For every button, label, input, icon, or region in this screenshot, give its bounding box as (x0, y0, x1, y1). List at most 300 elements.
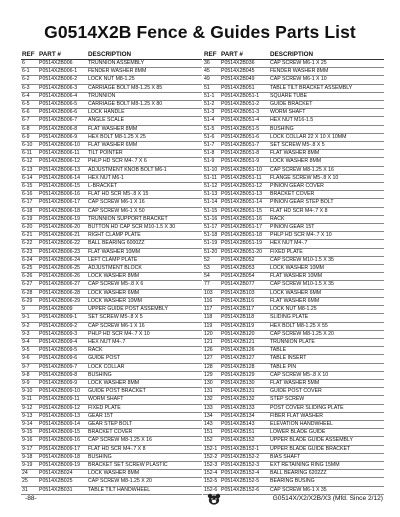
table-row (21, 133, 202, 141)
table-row (203, 142, 384, 150)
description-cell: FIXED PLATE (87, 404, 202, 412)
part-number-cell: P0514X2B006-20 (38, 224, 87, 232)
ref-cell: 9-13 (21, 412, 38, 420)
table-row (203, 338, 384, 346)
part-header: PART # (38, 50, 87, 60)
description-cell: LOCK WASHER 8MM (87, 470, 202, 478)
description-cell: ADJUSTMENT KNOB BOLT M6-1 (87, 166, 202, 174)
ref-cell: 119 (203, 322, 220, 330)
part-number-cell: P0514X2B006-1 (38, 68, 87, 76)
part-number-cell: P0514X2B120 (220, 330, 269, 338)
description-cell: LOWER BLADE GUIDE (269, 429, 384, 437)
description-cell: FIBER FLAT WASHER (269, 412, 384, 420)
description-cell: FLAT WASHER 10MM (87, 248, 202, 256)
table-row (203, 347, 384, 355)
table-row (21, 240, 202, 248)
table-row (21, 355, 202, 363)
table-header-row (21, 50, 202, 60)
table-row (203, 158, 384, 166)
ref-cell: 6-29 (21, 297, 38, 305)
description-cell: LEFT CLAMP PLATE (87, 256, 202, 264)
table-row (203, 174, 384, 182)
ref-cell: 51-1 (203, 92, 220, 100)
ref-cell: 152-6 (203, 486, 220, 494)
description-cell: CAP SCREW M8-1.25 X 20 (269, 330, 384, 338)
table-row (203, 445, 384, 453)
description-cell: TRUNNION SUPPORT BRACKET (87, 215, 202, 223)
table-row (21, 191, 202, 199)
ref-cell: 51-2 (203, 101, 220, 109)
description-cell: LOCK COLLAR (87, 363, 202, 371)
table-row (21, 306, 202, 314)
table-row (21, 166, 202, 174)
part-number-cell: P0514X2B051-1 (220, 92, 269, 100)
table-row (21, 117, 202, 125)
description-cell: BUTTON HD CAP SCR M10-1.5 X 30 (87, 224, 202, 232)
description-cell: GUIDE POST BRACKET (87, 388, 202, 396)
part-number-cell: P0514X2B009-10 (38, 388, 87, 396)
table-row (21, 461, 202, 469)
part-number-cell: P0514X2B051-20 (220, 248, 269, 256)
description-cell: EXT RETAINING RING 15MM (269, 461, 384, 469)
description-cell: BALL BEARING 6202ZZ (269, 470, 384, 478)
description-cell: L-BRACKET (87, 183, 202, 191)
table-row (203, 76, 384, 84)
ref-cell: 77 (203, 281, 220, 289)
ref-cell: 9-11 (21, 396, 38, 404)
description-cell: PINION GEAR STEP BOLT (269, 199, 384, 207)
table-row (203, 207, 384, 215)
part-number-cell: P0514X2B152-1 (220, 445, 269, 453)
description-cell: FLAT WASHER 8MM (269, 150, 384, 158)
part-number-cell: P0514X2B152-6 (220, 486, 269, 494)
ref-cell: 9-12 (21, 404, 38, 412)
table-row (21, 150, 202, 158)
description-cell: CAP SCREW M8-1.25 X 16 (87, 437, 202, 445)
description-cell: BIAS SHAFT (269, 453, 384, 461)
table-row (21, 445, 202, 453)
ref-cell: 6-16 (21, 191, 38, 199)
description-cell: LOCK WASHER 10MM (269, 265, 384, 273)
part-number-cell: P0514X2B045 (220, 68, 269, 76)
table-row (203, 215, 384, 223)
table-row (21, 199, 202, 207)
table-row (203, 256, 384, 264)
ref-cell: 9-8 (21, 371, 38, 379)
table-row (21, 379, 202, 387)
table-row (21, 347, 202, 355)
part-number-cell: P0514X2B006-2 (38, 76, 87, 84)
description-cell: TABLE INSERT (269, 355, 384, 363)
ref-cell: 45 (203, 68, 220, 76)
description-cell: PHLP HD SCR M4-.7 X 10 (269, 232, 384, 240)
table-row (21, 404, 202, 412)
ref-cell: 9 (21, 306, 38, 314)
part-number-cell: P0514X2B121 (220, 338, 269, 346)
table-row (203, 412, 384, 420)
table-row (21, 60, 202, 68)
part-number-cell: P0514X2B051-7 (220, 142, 269, 150)
part-number-cell: P0514X2B051-5 (220, 125, 269, 133)
table-row (21, 224, 202, 232)
description-cell: LOCK HANDLE (87, 109, 202, 117)
part-number-cell: P0514X2B006-13 (38, 166, 87, 174)
description-cell: FENDER WASHER 8MM (269, 68, 384, 76)
ref-cell: 9-1 (21, 314, 38, 322)
table-row (21, 412, 202, 420)
ref-cell: 6-19 (21, 215, 38, 223)
description-cell: ANGLE SCALE (87, 117, 202, 125)
page-footer (21, 492, 383, 506)
ref-cell: 6-28 (21, 289, 38, 297)
ref-cell: 6-25 (21, 265, 38, 273)
table-row (203, 68, 384, 76)
table-row (203, 60, 384, 68)
ref-cell: 51-9 (203, 158, 220, 166)
description-cell: GEAR 15T (87, 412, 202, 420)
ref-cell: 132 (203, 396, 220, 404)
ref-cell: 6-14 (21, 174, 38, 182)
part-number-cell: P0514X2B006-10 (38, 142, 87, 150)
description-cell: UPPER GUIDE POST ASSEMBLY (87, 306, 202, 314)
table-row (21, 388, 202, 396)
part-number-cell: P0514X2B151 (220, 429, 269, 437)
part-number-cell: P0514X2B006-3 (38, 84, 87, 92)
ref-cell: 152-4 (203, 470, 220, 478)
part-number-cell: P0514X2B009 (38, 306, 87, 314)
part-number-cell: P0514X2B053 (220, 265, 269, 273)
description-cell: CAP SCREW M6-1 X 16 (87, 322, 202, 330)
model-text: G0514X/X2/X2B/X3 (Mfd. Since 2/12) (272, 495, 383, 502)
description-cell: LOCK WASHER 6MM (87, 289, 202, 297)
part-number-cell: P0514X2B049 (220, 76, 269, 84)
description-cell: CARRIAGE BOLT M8-1.25 X 80 (87, 101, 202, 109)
description-cell: BRACKET COVER (269, 191, 384, 199)
part-number-cell: P0514X2B118 (220, 314, 269, 322)
ref-cell: 6-26 (21, 273, 38, 281)
table-row (21, 158, 202, 166)
ref-cell: 117 (203, 306, 220, 314)
part-number-cell: P0514X2B009-11 (38, 396, 87, 404)
ref-cell: 53 (203, 265, 220, 273)
description-cell: GUIDE POST (87, 355, 202, 363)
part-number-cell: P0514X2B051-2 (220, 101, 269, 109)
ref-cell: 6-23 (21, 248, 38, 256)
ref-cell: 9-3 (21, 330, 38, 338)
ref-cell: 6-24 (21, 256, 38, 264)
table-row (203, 420, 384, 428)
page-title: G0514X2B Fence & Guides Parts List (44, 22, 356, 42)
description-cell: ADJUSTMENT BLOCK (87, 265, 202, 273)
description-cell: SET SCREW M5-.8 X 5 (269, 142, 384, 150)
table-row (21, 273, 202, 281)
part-number-cell: P0514X2B006-23 (38, 248, 87, 256)
ref-cell: 6-13 (21, 166, 38, 174)
ref-cell: 126 (203, 347, 220, 355)
ref-cell: 9-7 (21, 363, 38, 371)
ref-cell: 51-15 (203, 207, 220, 215)
ref-cell: 51-13 (203, 191, 220, 199)
description-cell: LOCK WASHER 10MM (87, 297, 202, 305)
part-number-cell: P0514X2B006-8 (38, 125, 87, 133)
ref-cell: 52 (203, 256, 220, 264)
description-cell: FLAT WASHER 10MM (269, 273, 384, 281)
ref-cell: 6-7 (21, 117, 38, 125)
description-cell: RACK (269, 215, 384, 223)
ref-cell: 6-4 (21, 92, 38, 100)
table-row (203, 371, 384, 379)
table-row (203, 453, 384, 461)
part-number-cell: P0514X2B051-16 (220, 215, 269, 223)
table-row (21, 453, 202, 461)
description-cell: BEARING BUSING (269, 478, 384, 486)
description-cell: HEX NUT M6-1 (87, 174, 202, 182)
table-row (21, 420, 202, 428)
table-row (21, 396, 202, 404)
ref-cell: 118 (203, 314, 220, 322)
part-number-cell: P0514X2B009-1 (38, 314, 87, 322)
table-row (203, 388, 384, 396)
description-cell: HEX BOLT M8-1.25 X 25 (87, 133, 202, 141)
part-number-cell: P0514X2B009-17 (38, 445, 87, 453)
description-cell: LOCK WASHER 6MM (269, 289, 384, 297)
description-cell: CAP SCREW M5-.8 X 10 (269, 371, 384, 379)
table-row (21, 330, 202, 338)
description-cell: POST COVER SLIDING PLATE (269, 404, 384, 412)
ref-cell: 51-11 (203, 174, 220, 182)
part-number-cell: P0514X2B006-7 (38, 117, 87, 125)
part-number-cell: P0514X2B006-15 (38, 183, 87, 191)
description-cell: LOCK COLLAR 22 X 10 X 10MM (269, 133, 384, 141)
ref-cell: 51-8 (203, 150, 220, 158)
table-row (203, 166, 384, 174)
table-row (203, 240, 384, 248)
description-cell: CAP SCREW M6-1 X 50 (87, 207, 202, 215)
ref-cell: 51-20 (203, 248, 220, 256)
description-cell: FIXED PLATE (269, 248, 384, 256)
ref-cell: 121 (203, 338, 220, 346)
table-row (203, 117, 384, 125)
description-cell: HEX BOLT M8-1.25 X 55 (269, 322, 384, 330)
description-cell: TABLE TILT HANDWHEEL (87, 486, 202, 494)
description-cell: FLAT HD SCR M4-.7 X 8 (87, 445, 202, 453)
ref-cell: 6-15 (21, 183, 38, 191)
description-cell: GEAR STEP BOLT (87, 420, 202, 428)
description-cell: SET SCREW M5-.8 X 5 (87, 314, 202, 322)
part-number-cell: P0514X2B152-5 (220, 478, 269, 486)
ref-cell: 152-3 (203, 461, 220, 469)
description-cell: PINION GEAR COVER (269, 183, 384, 191)
part-number-cell: P0514X2B051-8 (220, 150, 269, 158)
part-number-cell: P0514X2B009-14 (38, 420, 87, 428)
part-number-cell: P0514X2B006-22 (38, 240, 87, 248)
description-cell: FLAT WASHER 6MM (269, 297, 384, 305)
part-number-cell: P0514X2B006-26 (38, 273, 87, 281)
description-cell: CAP SCREW M10-1.5 X 35 (269, 256, 384, 264)
part-number-cell: P0514X2B009-2 (38, 322, 87, 330)
table-row (203, 248, 384, 256)
ref-cell: 6-6 (21, 109, 38, 117)
ref-cell: 152-2 (203, 453, 220, 461)
description-cell: UPPER BLADE GUIDE ASSEMBLY (269, 437, 384, 445)
table-row (203, 322, 384, 330)
table-row (203, 191, 384, 199)
part-number-cell: P0514X2B009-16 (38, 437, 87, 445)
part-number-cell: P0514X2B006-18 (38, 207, 87, 215)
ref-cell: 6-18 (21, 207, 38, 215)
part-number-cell: P0514X2B051-3 (220, 109, 269, 117)
table-row (203, 437, 384, 445)
part-number-cell: P0514X2B051-17 (220, 224, 269, 232)
description-cell: BALL BEARING 6000ZZ (87, 240, 202, 248)
ref-cell: 116 (203, 297, 220, 305)
description-cell: TABLE TILT BRACKET ASSEMBLY (269, 84, 384, 92)
table-row (21, 248, 202, 256)
part-number-cell: P0514X2B009-13 (38, 412, 87, 420)
ref-cell: 51-14 (203, 199, 220, 207)
ref-cell: 6-27 (21, 281, 38, 289)
ref-cell: 51-12 (203, 183, 220, 191)
description-cell: FLAT HD SCR M4-.7 X 8 (269, 207, 384, 215)
part-number-cell: P0514X2B143 (220, 420, 269, 428)
description-cell: TABLE PIN (269, 363, 384, 371)
description-cell: FLAT WASHER 8MM (87, 125, 202, 133)
ref-cell: 51-18 (203, 232, 220, 240)
part-number-cell: P0514X2B006-21 (38, 232, 87, 240)
description-cell: CAP SCREW M10-1.5 X 35 (269, 281, 384, 289)
description-cell: TRUNNION ASSEMBLY (87, 60, 202, 68)
description-cell: HEX NUT M16-1.5 (269, 117, 384, 125)
table-row (21, 297, 202, 305)
part-number-cell: P0514X2B126 (220, 347, 269, 355)
ref-cell: 9-15 (21, 429, 38, 437)
description-cell: GUIDE BRACKET (269, 101, 384, 109)
table-row (21, 125, 202, 133)
part-number-cell: P0514X2B006-9 (38, 133, 87, 141)
table-row (21, 101, 202, 109)
description-cell: FLAT WASHER 6MM (87, 142, 202, 150)
description-cell: LOCK WASHER 8MM (87, 379, 202, 387)
table-row (203, 92, 384, 100)
table-row (203, 273, 384, 281)
description-cell: SQUARE TUBE (269, 92, 384, 100)
ref-cell: 6 (21, 60, 38, 68)
ref-cell: 9-18 (21, 453, 38, 461)
ref-cell: 24 (21, 470, 38, 478)
ref-cell: 51-19 (203, 240, 220, 248)
table-row (203, 306, 384, 314)
table-row (203, 429, 384, 437)
table-row (21, 256, 202, 264)
table-row (203, 355, 384, 363)
description-cell: RACK (87, 347, 202, 355)
part-number-cell: P0514X2B009-9 (38, 379, 87, 387)
part-number-cell: P0514X2B152-4 (220, 470, 269, 478)
part-number-cell: P0514X2B051-18 (220, 232, 269, 240)
description-cell: LOCK NUT M8-1.25 (269, 306, 384, 314)
ref-cell: 51-10 (203, 166, 220, 174)
table-row (203, 150, 384, 158)
table-row (203, 199, 384, 207)
description-cell: HEX NUT M4-.7 (269, 240, 384, 248)
description-cell: LOCK WASHER 8MM (269, 158, 384, 166)
ref-cell: 9-17 (21, 445, 38, 453)
table-row (203, 125, 384, 133)
ref-cell: 6-2 (21, 76, 38, 84)
part-number-cell: P0514X2B051-13 (220, 191, 269, 199)
ref-cell: 9-4 (21, 338, 38, 346)
part-number-cell: P0514X2B036 (220, 60, 269, 68)
part-number-cell: P0514X2B009-12 (38, 404, 87, 412)
description-cell: CAP SCREW M6-1 X 25 (269, 60, 384, 68)
table-row (21, 281, 202, 289)
table-row (21, 84, 202, 92)
description-cell: FLANGE SCREW M5-.8 X 10 (269, 174, 384, 182)
ref-cell: 103 (203, 289, 220, 297)
ref-header: REF (203, 50, 220, 60)
part-number-cell: P0514X2B052 (220, 256, 269, 264)
ref-cell: 6-20 (21, 224, 38, 232)
part-number-cell: P0514X2B006-16 (38, 191, 87, 199)
ref-cell: 134 (203, 412, 220, 420)
description-cell: WORM SHAFT (87, 396, 202, 404)
description-cell: TABLE (269, 347, 384, 355)
description-cell: GUIDE POST COVER (269, 388, 384, 396)
part-number-cell: P0514X2B009-18 (38, 453, 87, 461)
ref-cell: 51-3 (203, 109, 220, 117)
ref-cell: 6-3 (21, 84, 38, 92)
part-number-cell: P0514X2B006-5 (38, 101, 87, 109)
ref-cell: 9-9 (21, 379, 38, 387)
part-number-cell: P0514X2B006-28 (38, 289, 87, 297)
table-row (21, 183, 202, 191)
description-cell: TRUNNION (87, 92, 202, 100)
part-number-cell: P0514X2B051-14 (220, 199, 269, 207)
table-row (21, 215, 202, 223)
bear-logo-icon (207, 493, 221, 505)
part-number-cell: P0514X2B077 (220, 281, 269, 289)
parts-table-right (203, 50, 384, 495)
ref-cell: 51-16 (203, 215, 220, 223)
part-number-cell: P0514X2B129 (220, 371, 269, 379)
table-row (21, 68, 202, 76)
part-number-cell: P0514X2B006-12 (38, 158, 87, 166)
description-cell: TRUNNION PLATE (269, 338, 384, 346)
part-number-cell: P0514X2B132 (220, 396, 269, 404)
table-row (21, 142, 202, 150)
ref-cell: 51-6 (203, 133, 220, 141)
ref-cell: 49 (203, 76, 220, 84)
table-row (203, 396, 384, 404)
page-number: -88- (25, 495, 37, 502)
table-row (21, 470, 202, 478)
description-cell: BRACKET COVER (87, 429, 202, 437)
ref-cell: 127 (203, 355, 220, 363)
part-number-cell: P0514X2B051-10 (220, 166, 269, 174)
ref-cell: 130 (203, 379, 220, 387)
ref-cell: 152-5 (203, 478, 220, 486)
description-cell: SLIDING PLATE (269, 314, 384, 322)
table-row (203, 84, 384, 92)
table-row (21, 289, 202, 297)
part-number-cell: P0514X2B006-29 (38, 297, 87, 305)
ref-cell: 9-16 (21, 437, 38, 445)
table-row (21, 76, 202, 84)
ref-header: REF (21, 50, 38, 60)
part-number-cell: P0514X2B134 (220, 412, 269, 420)
ref-cell: 152 (203, 437, 220, 445)
description-cell: CARRIAGE BOLT M8-1.25 X 85 (87, 84, 202, 92)
